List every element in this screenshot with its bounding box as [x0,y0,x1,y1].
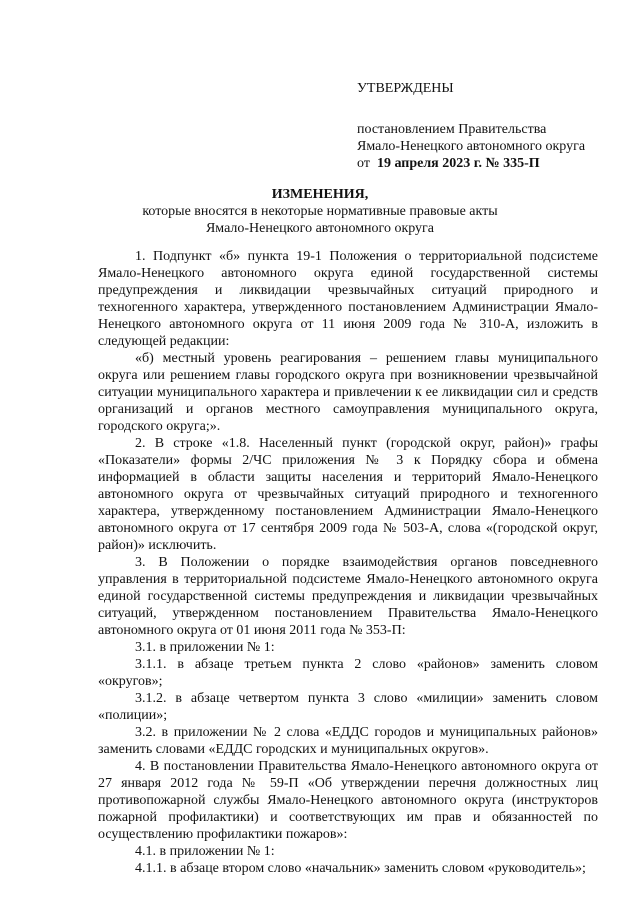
paragraph-2: 2. В строке «1.8. Населенный пункт (городской округ, район)» графы «Показатели» формы 2/ЧС приложения № 3 к Порядку сбора и обмена информацией в области защиты населения и территорий Ямало-Ненецкого автономного округа от чрезвычайных ситуаций природного и техногенного характера, утвержденному постановлением Администрации Ямало-Ненецкого автономного округа от 17 сентября 2009 года № 503-А, слова «(городской округ, район)» исключить. [98,436,598,553]
approval-date-prefix: от [357,156,370,171]
paragraph-3-1-1: 3.1.1. в абзаце третьем пункта 2 слово «районов» заменить словом «округов»; [98,657,598,689]
approval-line-1: постановлением Правительства [357,122,547,137]
approval-block [357,80,627,172]
approval-title: УТВЕРЖДЕНЫ [357,81,454,96]
approval-date-number: 19 апреля 2023 г. № 335-П [376,156,540,171]
paragraph-4-1: 4.1. в приложении № 1: [135,844,275,859]
heading-subtitle-2: Ямало-Ненецкого автономного округа [205,221,435,236]
paragraph-3: 3. В Положении о порядке взаимодействия органов повседневного управления в территориальной подсистеме Ямало-Ненецкого автономного округа единой государственной системы предупреждения и ликвидации чрезвычайных ситуаций, утвержденном постановлением Правительства Ямало-Ненецкого автономного округа от 01 июня 2011 года № 353-П: [98,555,598,638]
approval-line-3 [357,155,627,172]
paragraph-3-1: 3.1. в приложении № 1: [135,640,275,655]
document-body [98,248,598,877]
paragraph-1b: «б) местный уровень реагирования – решением главы муниципального округа или решением главы городского округа при возникновении чрезвычайной ситуации муниципального характера и привлечении к ее ликвидации сил и средств организаций и органов местного самоуправления муниципального округа, городского округа;». [98,351,598,434]
heading-title: ИЗМЕНЕНИЯ, [271,187,369,202]
paragraph-3-1-2: 3.1.2. в абзаце четвертом пункта 3 слово «милиции» заменить словом «полиции»; [98,691,598,723]
document-heading [0,186,640,237]
paragraph-4-1-1: 4.1.1. в абзаце втором слово «начальник» заменить словом «руководитель»; [135,861,586,876]
paragraph-3-2: 3.2. в приложении № 2 слова «ЕДДС городов и муниципальных районов» заменить словами «ЕДДС городских и муниципальных округов». [98,725,598,757]
paragraph-4: 4. В постановлении Правительства Ямало-Ненецкого автономного округа от 27 января 2012 года № 59-П «Об утверждении перечня должностных лиц противопожарной службы Ямало-Ненецкого автономного округа (инструкторов пожарной профилактики) и соответствующих им прав и обязанностей по осуществлению профилактики пожаров»: [98,759,598,842]
heading-subtitle-1: которые вносятся в некоторые нормативные правовые акты [142,204,498,219]
approval-line-2: Ямало-Ненецкого автономного округа [357,139,586,154]
paragraph-1: 1. Подпункт «б» пункта 19-1 Положения о территориальной подсистеме Ямало-Ненецкого автономного округа единой государственной системы предупреждения и ликвидации чрезвычайных ситуаций природного и техногенного характера, утвержденного постановлением Администрации Ямало-Ненецкого автономного округа от 11 июня 2009 года № 310-А, изложить в следующей редакции: [98,249,598,349]
